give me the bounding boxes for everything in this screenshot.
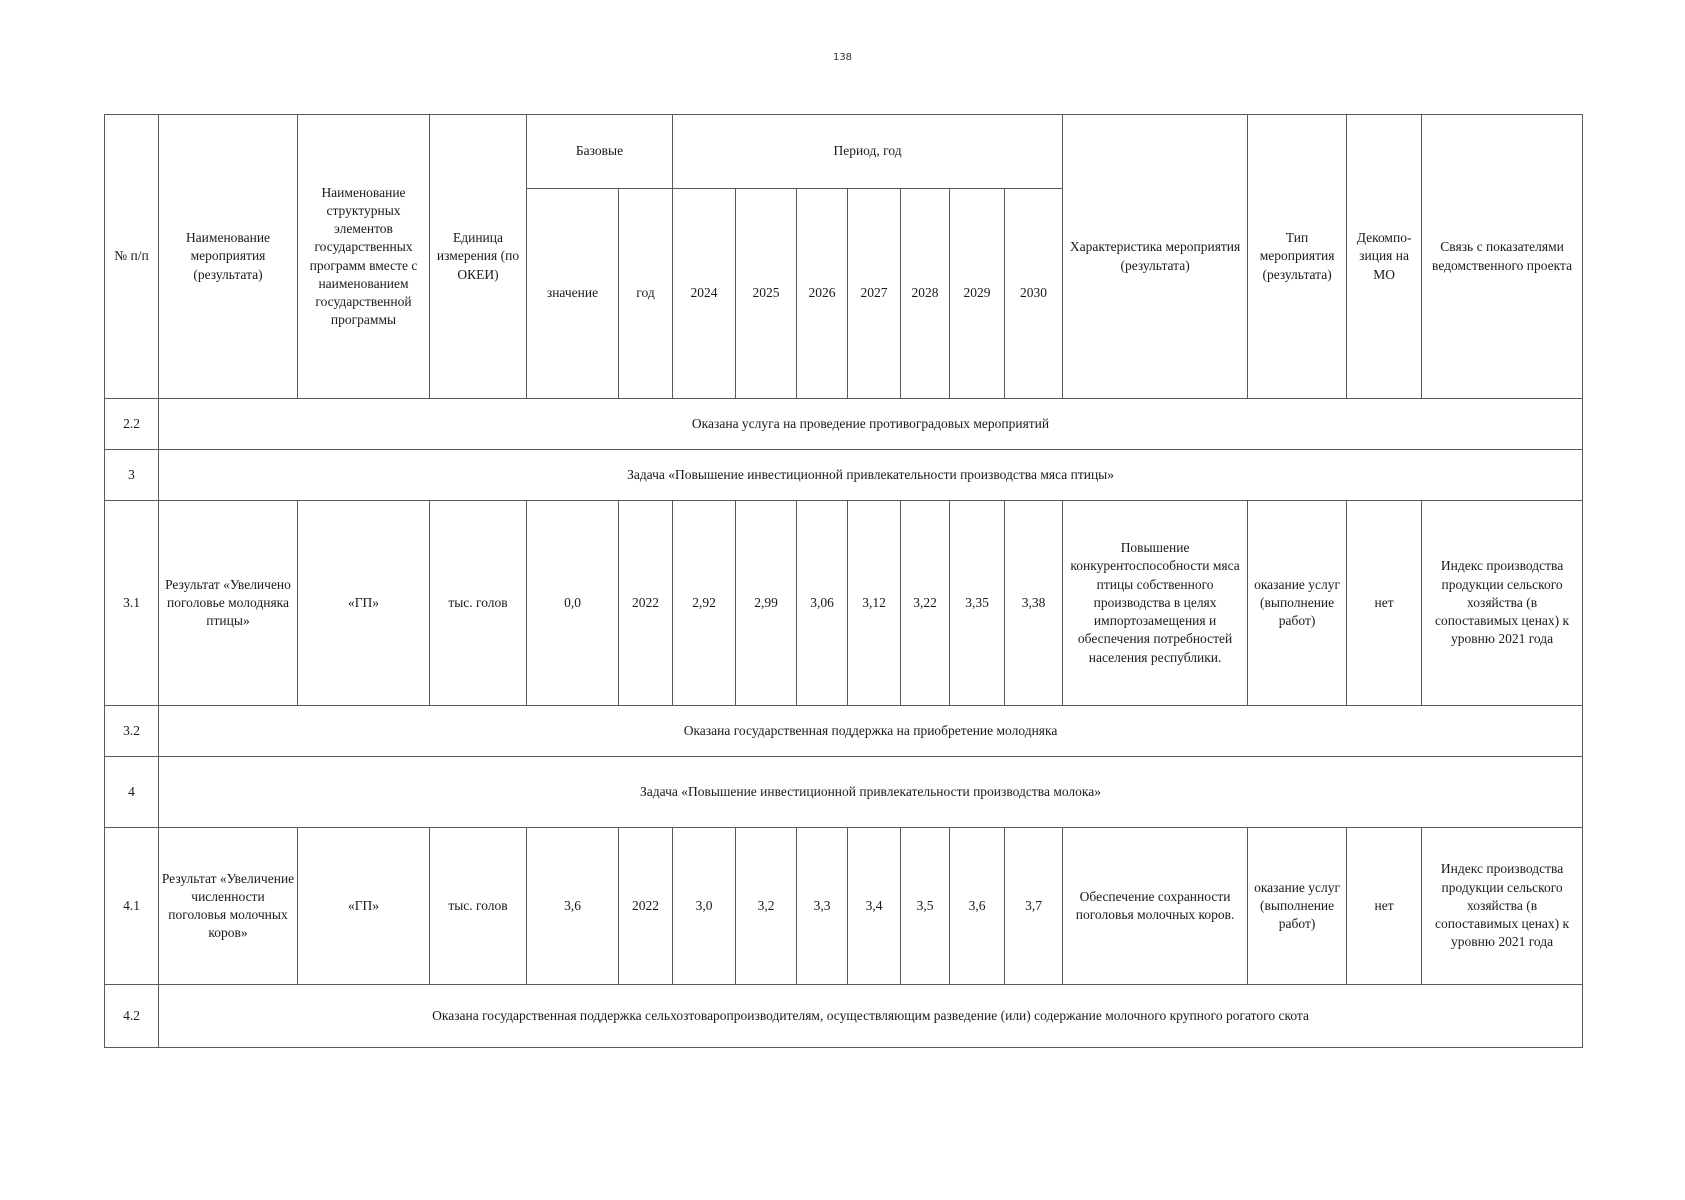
characteristic: Повышение конкурентоспособности мяса птицы собственного производства в целях импортозамещения и обеспечения потребностей населения республики. — [1063, 501, 1248, 706]
header-base: Базовые — [527, 115, 673, 189]
header-year-2030: 2030 — [1005, 189, 1063, 399]
value-2024: 2,92 — [673, 501, 736, 706]
value-2028: 3,22 — [901, 501, 950, 706]
header-decomposition: Декомпо-зиция на МО — [1347, 115, 1422, 399]
header-period: Период, год — [673, 115, 1063, 189]
row-number: 4 — [105, 757, 159, 828]
base-year: 2022 — [619, 828, 673, 985]
row-number: 3.1 — [105, 501, 159, 706]
header-num: № п/п — [105, 115, 159, 399]
base-year: 2022 — [619, 501, 673, 706]
value-2025: 2,99 — [736, 501, 797, 706]
task-title: Задача «Повышение инвестиционной привлекательности производства молока» — [159, 757, 1583, 828]
value-2026: 3,06 — [797, 501, 848, 706]
row-number: 4.1 — [105, 828, 159, 985]
header-year-2029: 2029 — [950, 189, 1005, 399]
table-row — [105, 706, 1583, 757]
unit: тыс. голов — [430, 828, 527, 985]
table-row — [105, 985, 1583, 1048]
base-value: 3,6 — [527, 828, 619, 985]
value-2027: 3,4 — [848, 828, 901, 985]
header-year-2026: 2026 — [797, 189, 848, 399]
table-row — [105, 757, 1583, 828]
measure-type: оказание услуг (выполнение работ) — [1248, 828, 1347, 985]
decomposition: нет — [1347, 501, 1422, 706]
header-unit: Единица измерения (по ОКЕИ) — [430, 115, 527, 399]
header-year-2027: 2027 — [848, 189, 901, 399]
row-number: 3 — [105, 450, 159, 501]
table-row — [105, 450, 1583, 501]
table-row — [105, 828, 1583, 985]
result-name: Результат «Увеличение численности поголовья молочных коров» — [159, 828, 298, 985]
value-2029: 3,6 — [950, 828, 1005, 985]
base-value: 0,0 — [527, 501, 619, 706]
header-characteristic: Характеристика мероприятия (результата) — [1063, 115, 1248, 399]
task-title: Задача «Повышение инвестиционной привлекательности производства мяса птицы» — [159, 450, 1583, 501]
row-span-text: Оказана услуга на проведение противоградовых мероприятий — [159, 399, 1583, 450]
header-type: Тип мероприятия (результата) — [1248, 115, 1347, 399]
characteristic: Обеспечение сохранности поголовья молочных коров. — [1063, 828, 1248, 985]
structural-element: «ГП» — [298, 828, 430, 985]
header-structural: Наименование структурных элементов государственных программ вместе с наименованием государственной программы — [298, 115, 430, 399]
header-base-year: год — [619, 189, 673, 399]
row-span-text: Оказана государственная поддержка сельхозтоваропроизводителям, осуществляющим разведение (или) содержание молочного крупного рогатого скота — [159, 985, 1583, 1048]
header-link: Связь с показателями ведомственного проекта — [1422, 115, 1583, 399]
value-2028: 3,5 — [901, 828, 950, 985]
row-number: 3.2 — [105, 706, 159, 757]
row-span-text: Оказана государственная поддержка на приобретение молодняка — [159, 706, 1583, 757]
header-name: Наименование мероприятия (результата) — [159, 115, 298, 399]
value-2026: 3,3 — [797, 828, 848, 985]
measures-table — [104, 114, 1583, 1048]
value-2024: 3,0 — [673, 828, 736, 985]
header-year-2024: 2024 — [673, 189, 736, 399]
table-row — [105, 501, 1583, 706]
row-number: 2.2 — [105, 399, 159, 450]
page-number: 138 — [832, 52, 853, 63]
decomposition: нет — [1347, 828, 1422, 985]
value-2030: 3,7 — [1005, 828, 1063, 985]
value-2025: 3,2 — [736, 828, 797, 985]
indicator-link: Индекс производства продукции сельского хозяйства (в сопоставимых ценах) к уровню 2021 года — [1422, 501, 1583, 706]
table-row — [105, 399, 1583, 450]
value-2029: 3,35 — [950, 501, 1005, 706]
value-2030: 3,38 — [1005, 501, 1063, 706]
header-base-value: значение — [527, 189, 619, 399]
measure-type: оказание услуг (выполнение работ) — [1248, 501, 1347, 706]
result-name: Результат «Увеличено поголовье молодняка птицы» — [159, 501, 298, 706]
header-year-2025: 2025 — [736, 189, 797, 399]
row-number: 4.2 — [105, 985, 159, 1048]
value-2027: 3,12 — [848, 501, 901, 706]
header-row-group — [105, 115, 1583, 189]
indicator-link: Индекс производства продукции сельского хозяйства (в сопоставимых ценах) к уровню 2021 года — [1422, 828, 1583, 985]
structural-element: «ГП» — [298, 501, 430, 706]
header-year-2028: 2028 — [901, 189, 950, 399]
unit: тыс. голов — [430, 501, 527, 706]
